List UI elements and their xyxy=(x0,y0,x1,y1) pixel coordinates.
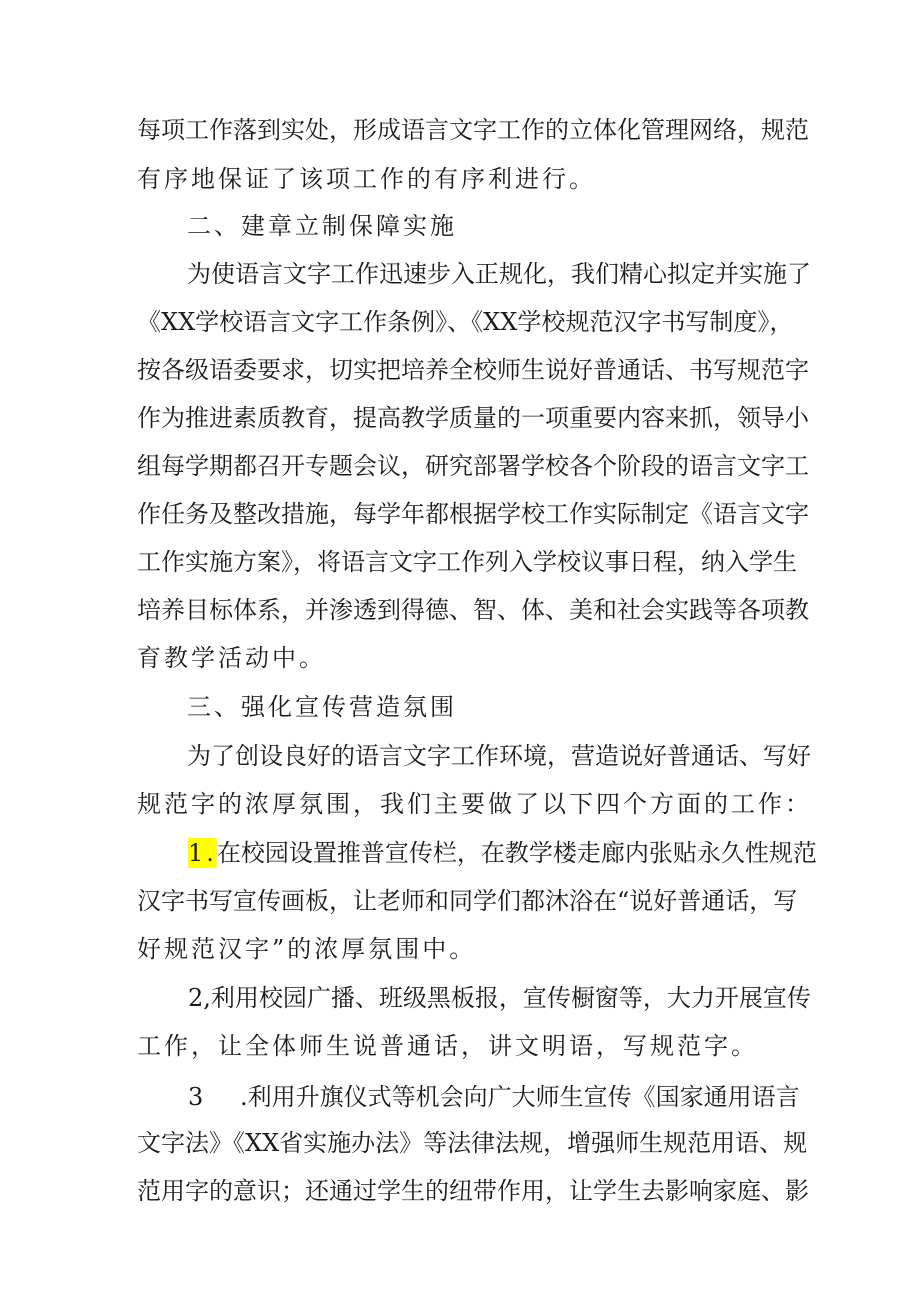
paragraph-line: 为使语言文字工作迅速步入正规化，我们精心拟定并实施了 xyxy=(187,260,811,288)
list-item-3 xyxy=(188,1082,800,1112)
paragraph-line: 文字法》《XX省实施办法》等法律法规，增强师生规范用语、规 xyxy=(137,1129,808,1157)
paragraph-line: 在校园设置推普宣传栏，在教学楼走廊内张贴永久性规范 xyxy=(216,839,817,867)
paragraph-line: 育教学活动中。 xyxy=(137,644,326,672)
paragraph-line: 汉字书写宣传画板，让老师和同学们都沐浴在“说好普通话，写 xyxy=(137,887,798,915)
paragraph-line: 作为推进素质教育，提高教学质量的一项重要内容来抓，领导小 xyxy=(137,404,809,432)
paragraph-line: 《XX学校语言文字工作条例》、《XX学校规范汉字书写制度》， xyxy=(137,308,794,336)
paragraph-line: 培养目标体系，并渗透到得德、智、体、美和社会实践等各项教 xyxy=(137,596,809,624)
section-heading: 三、强化宣传营造氛围 xyxy=(187,693,457,721)
paragraph-line: .利用升旗仪式等机会向广大师生宣传《国家通用语言 xyxy=(240,1083,800,1111)
paragraph-line: 每项工作落到实处，形成语言文字工作的立体化管理网络，规范 xyxy=(137,116,809,144)
paragraph-line: 按各级语委要求，切实把培养全校师生说好普通话、书写规范字 xyxy=(137,356,809,384)
paragraph-line: 工作，让全体师生说普通话，讲文明语，写规范字。 xyxy=(137,1032,758,1060)
paragraph-line: 作任务及整改措施，每学年都根据学校工作实际制定《语言文字 xyxy=(137,500,809,528)
list-item-2: 2,利用校园广播、班级黑板报，宣传橱窗等，大力开展宣传 xyxy=(188,984,811,1012)
section-heading: 二、建章立制保障实施 xyxy=(187,212,457,240)
paragraph-line: 规范字的浓厚氛围，我们主要做了以下四个方面的工作： xyxy=(137,790,812,818)
paragraph-line: 好规范汉字”的浓厚氛围中。 xyxy=(137,935,477,963)
list-item-1 xyxy=(188,838,817,868)
paragraph-line: 工作实施方案》，将语言文字工作列入学校议事日程，纳入学生 xyxy=(137,548,797,576)
paragraph-line: 有序地保证了该项工作的有序利进行。 xyxy=(137,165,596,193)
paragraph-line: 为了创设良好的语言文字工作环境，营造说好普通话、写好 xyxy=(187,742,811,770)
paragraph-line: 组每学期都召开专题会议，研究部署学校各个阶段的语言文字工 xyxy=(137,452,809,480)
item-number: 3 xyxy=(188,1083,207,1111)
paragraph-line: 范用字的意识；还通过学生的纽带作用，让学生去影响家庭、影 xyxy=(137,1177,809,1205)
item-number-highlight: 1. xyxy=(188,839,217,867)
